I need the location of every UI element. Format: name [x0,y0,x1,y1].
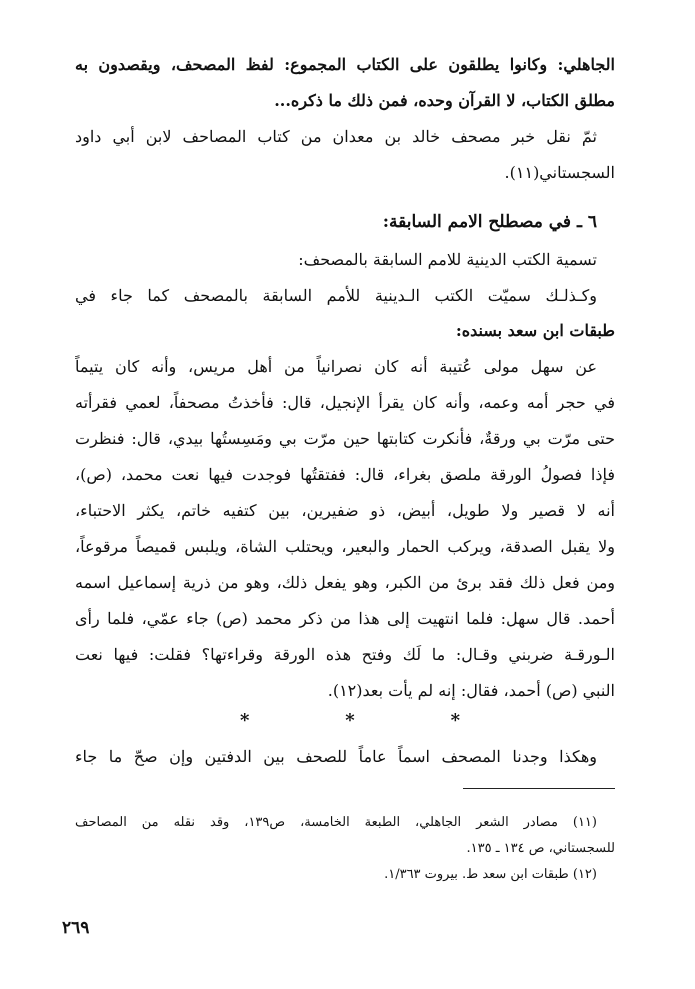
text-line: فإذا فصولُ الورقة ملصق بغراء، قال: ففتقتُها فوجدت فيها نعت محمد، (ص)، [75,465,615,484]
footnote-11: (١١) مصادر الشعر الجاهلي، الطبعة الخامسة، ص١٣٩، وقد نقله من المصاحف [75,815,597,830]
text-line: وكـذلـك سميّت الكتب الـدينية للأمم السابقة بالمصحف كما جاء في [75,286,597,305]
text-line: أنه لا قصير ولا طويل، أبيض، ذو ضفيرين، بين كتفيه خاتم، يكثر الاحتباء، [75,501,615,520]
text-line: النبي (ص) أحمد، فقال: إنه لم يأت بعد(١٢). [327,681,615,700]
text-line: الـورقـة ضربني وقـال: ما لَك وفتح هذه الورقة وقراءتها؟ فقلت: فيها نعت [75,645,615,664]
text-line: عن سهل مولى عُتيبة أنه كان نصرانياً من أهل مريس، وأنه كان يتيماً [75,357,597,376]
text-line: ومن فعل ذلك فقد برئ من الكبر، وهو يفعل ذلك، وهو من ذرية إسماعيل اسمه [75,573,615,592]
text-line: حتى مرّت بي ورقةٌ، فأنكرت كتابتها حين مرّت بي ومَسِستُها بيدي، قال: فنظرت [75,429,615,448]
text-line: طبقات ابن سعد بسنده: [455,321,615,340]
footnote-12: (١٢) طبقات ابن سعد ط. بيروت ١/٣٦٣. [384,867,597,882]
text-line: ثمّ نقل خبر مصحف خالد بن معدان من كتاب المصاحف لابن أبي داود [75,127,597,146]
text-line: الجاهلي: وكانوا يطلقون على الكتاب المجموع: لفظ المصحف، ويقصدون به [75,55,615,74]
text-line: مطلق الكتاب، لا القرآن وحده، فمن ذلك ما ذكره... [274,91,615,110]
text-line: في حجر أمه وعمه، وأنه كان يقرأ الإنجيل، قال: فأخذتُ مصحفاً، لعمي فقرأته [75,393,615,412]
text-line: ولا يقبل الصدقة، ويركب الحمار والبعير، ويحتلب الشاة، ويلبس قميصاً مرقوعاً، [75,537,615,556]
footnote-separator [463,788,615,789]
section-heading: ٦ ـ في مصطلح الامم السابقة: [382,212,597,232]
text-line: وهكذا وجدنا المصحف اسماً عاماً للصحف بين الدفتين وإن صحّ ما جاء [75,747,597,766]
asterisk-ornament: * [345,710,355,731]
section-subheading: تسمية الكتب الدينية للامم السابقة بالمصحف: [298,250,597,269]
text-line: أحمد. قال سهل: فلما انتهيت إلى هذا من ذكر محمد (ص) جاء عمّي، فلما رأى [75,609,615,628]
asterisk-ornament: * [240,710,250,731]
footnote-11-continued: للسجستاني، ص ١٣٤ ـ ١٣٥. [466,841,615,856]
text-line: السجستاني(١١). [504,163,615,182]
asterisk-ornament: * [450,710,460,731]
page-number: ٢٦٩ [62,918,90,938]
section-divider [240,710,460,731]
